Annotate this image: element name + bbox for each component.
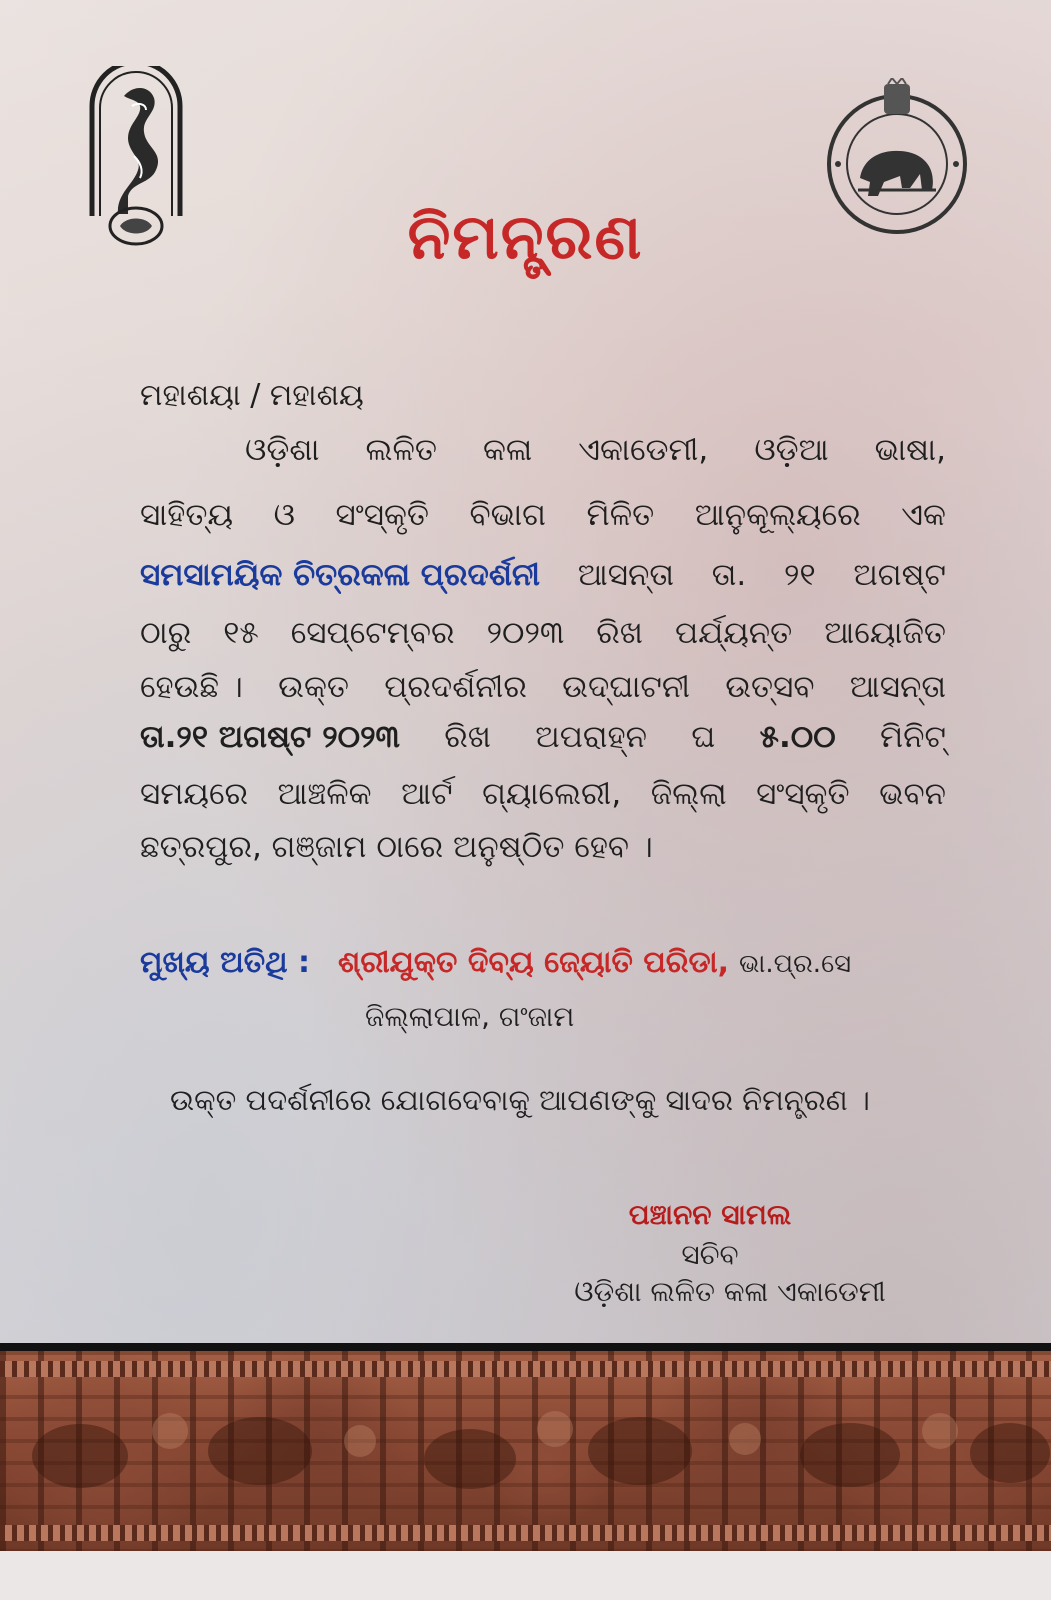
body-line-7: ସମୟରେ ଆଞ୍ଚଳିକ ଆର୍ଟ ଗ୍ୟାଲେରୀ, ଜିଲ୍ଲା ସଂସ୍କୃତି ଭବନ [140, 776, 946, 812]
salutation: ମହାଶୟା / ମହାଶୟ [140, 378, 364, 413]
body-line-2: ସାହିତ୍ୟ ଓ ସଂସ୍କୃତି ବିଭାଗ ମିଳିତ ଆନୁକୂଲ୍ୟରେ ଏକ [140, 497, 946, 533]
chief-guest-title: ଭା.ପ୍ର.ସେ [739, 949, 852, 979]
signatory-organization: ଓଡ଼ିଶା ଲଳିତ କଳା ଏକାଡେମୀ [574, 1275, 886, 1308]
signatory-name: ପଞ୍ଚାନନ ସାମଲ [628, 1198, 792, 1231]
chief-guest-label: ମୁଖ୍ୟ ଅତିଥି : [140, 945, 311, 980]
exhibition-name: ସମସାମୟିକ ଚିତ୍ରକଳା ପ୍ରଦର୍ଶନୀ [140, 557, 541, 593]
chief-guest-name: ଶ୍ରୀଯୁକ୍ତ ଦିବ୍ୟ ଜ୍ୟୋତି ପରିଡା, [338, 945, 729, 980]
inauguration-time: ୫.୦୦ [759, 719, 836, 755]
body-line-1: ଓଡ଼ିଶା ଲଳିତ କଳା ଏକାଡେମୀ, ଓଡ଼ିଆ ଭାଷା, [245, 432, 946, 468]
chief-guest-designation: ଜିଲ୍ଲାପାଳ, ଗଂଜାମ [365, 1000, 575, 1033]
body-line-6: ତା.୨୧ ଅଗଷ୍ଟ ୨୦୨୩ ରିଖ ଅପରାହ୍ନ ଘ ୫.୦୦ ମିନିଟ୍ [140, 705, 946, 770]
inauguration-date: ତା.୨୧ ଅଗଷ୍ଟ ୨୦୨୩ [140, 719, 400, 755]
terracotta-frieze-image [0, 1343, 1051, 1559]
body-line-8: ଛତ୍ରପୁର, ଗଞ୍ଜାମ ଠାରେ ଅନୁଷ୍ଠିତ ହେବ । [140, 829, 653, 865]
body-line-3: ସମସାମୟିକ ଚିତ୍ରକଳା ପ୍ରଦର୍ଶନୀ ଆସନ୍ତା ତା. ୨୧ ଅଗଷ୍ଟ [140, 543, 946, 608]
body-line-4: ଠାରୁ ୧୫ ସେପ୍ଟେମ୍ବର ୨୦୨୩ ରିଖ ପର୍ଯ୍ୟନ୍ତ ଆୟୋଜିତ [140, 615, 946, 651]
frieze-bottom-border [0, 1525, 1051, 1541]
frieze-figures [0, 1381, 1051, 1521]
invitation-line: ଉକ୍ତ ପଦର୍ଶନୀରେ ଯୋଗଦେବାକୁ ଆପଣଙ୍କୁ ସାଦର ନିମନ୍ତ୍ରଣ । [170, 1083, 870, 1117]
chief-guest [140, 945, 851, 980]
page-title: ନିମନ୍ତ୍ରଣ [407, 200, 644, 273]
signatory-role: ସଚିବ [681, 1238, 739, 1271]
bottom-margin [0, 1551, 1051, 1600]
frieze-top-border [0, 1361, 1051, 1377]
body-line-5: ହେଉଛି । ଉକ୍ତ ପ୍ରଦର୍ଶନୀର ଉଦ୍‌ଘାଟନୀ ଉତ୍ସବ ଆସନ୍ତା [140, 669, 946, 705]
